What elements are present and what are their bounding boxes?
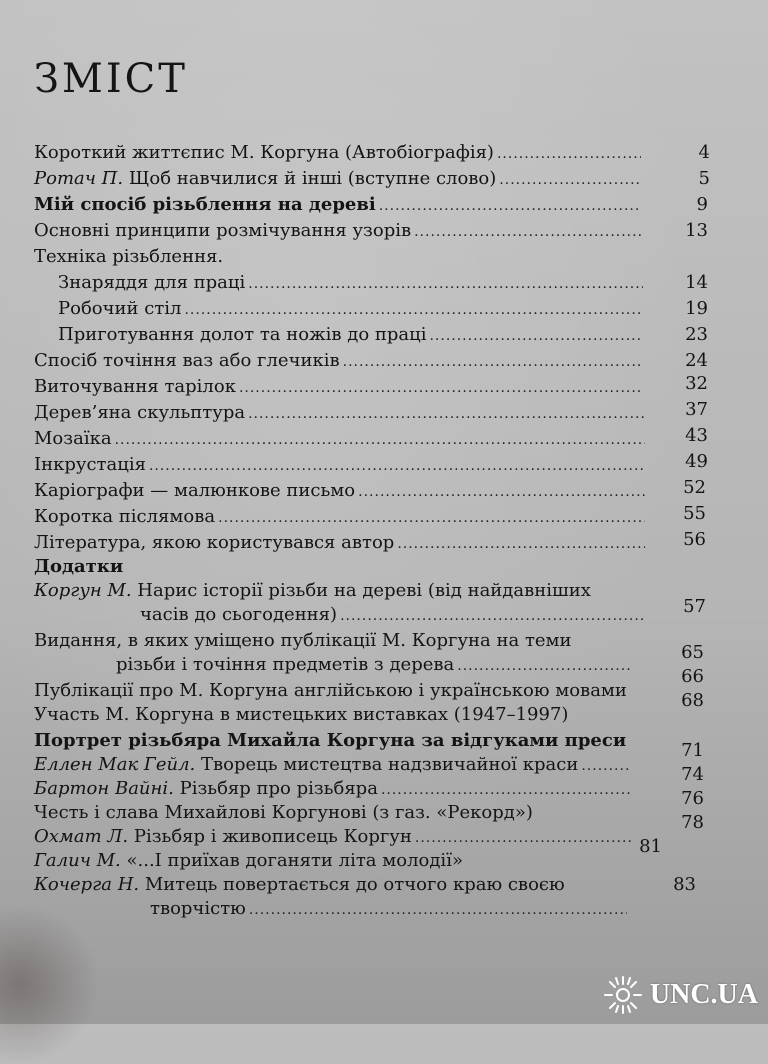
toc-page-number: 83 xyxy=(673,874,696,895)
toc-entry-title: Знаряддя для праці xyxy=(58,272,246,293)
leader-dots xyxy=(184,299,643,321)
toc-entry xyxy=(34,506,648,529)
leader-dots xyxy=(248,273,643,295)
toc-entry-title: «...І приїхав доганяти літа молодії» xyxy=(120,850,463,871)
leader-dots xyxy=(358,481,645,503)
toc-entry xyxy=(34,480,648,503)
sun-icon xyxy=(602,974,644,1016)
toc-entry-author: Галич М. xyxy=(34,850,121,871)
toc-page-number: 43 xyxy=(685,425,708,446)
toc-entry-title: Різьбяр про різьбяра xyxy=(173,778,378,799)
toc-entry-title: Робочий стіл xyxy=(58,298,182,319)
toc-page-number: 65 xyxy=(681,642,704,663)
toc-page-number: 23 xyxy=(685,324,708,345)
leader-dots xyxy=(239,377,643,399)
leader-dots xyxy=(149,455,645,477)
toc-entry xyxy=(34,142,644,165)
toc-entry xyxy=(34,704,634,726)
watermark-text: UNC.UA xyxy=(649,979,758,1010)
page-title: ЗМІСТ xyxy=(34,56,188,102)
toc-entry-title: Приготування долот та ножів до праці xyxy=(58,324,427,345)
toc-page-number: 5 xyxy=(698,168,710,189)
toc-page-number: 24 xyxy=(685,350,708,371)
toc-entry xyxy=(34,168,644,191)
toc-section-title: Портрет різьбяра Михайла Коргуна за відгуками преси xyxy=(34,730,627,751)
toc-entry xyxy=(34,532,648,555)
toc-entry-title: Творець мистецтва надзвичайної краси xyxy=(195,754,579,775)
toc-entry xyxy=(34,428,648,451)
toc-entry-title-continued: творчістю xyxy=(150,898,246,919)
toc-entry-author: Коргун М. xyxy=(34,580,132,601)
toc-page-number: 76 xyxy=(681,788,704,809)
toc-entry xyxy=(34,874,565,896)
leader-dots xyxy=(630,681,631,703)
toc-page-number: 56 xyxy=(683,529,706,550)
toc-page-number: 32 xyxy=(685,373,708,394)
toc-entry xyxy=(34,350,646,373)
leader-dots xyxy=(381,779,631,801)
toc-page-number: 37 xyxy=(685,399,708,420)
toc-entry-title-continued: часів до сьогодення) xyxy=(140,604,338,625)
toc-entry-title: Публікації про М. Коргуна англійською і українською мовами xyxy=(34,680,627,701)
toc-entry-title: Каріографи — малюнкове письмо xyxy=(34,480,356,501)
toc-entry-continued xyxy=(150,898,630,921)
toc-group-heading: Техніка різьблення. xyxy=(34,246,224,267)
toc-entry-title: Участь М. Коргуна в мистецьких виставках (1947–1997) xyxy=(34,704,569,725)
toc-entry-title: Честь і слава Михайлові Коргунові (з газ. «Рекорд») xyxy=(34,802,533,823)
toc-entry xyxy=(34,826,634,849)
leader-dots xyxy=(379,195,641,217)
toc-page-number: 4 xyxy=(698,142,710,163)
toc-entry-title: Щоб навчилися й інші (вступне слово) xyxy=(123,168,497,189)
toc-entry xyxy=(34,376,646,399)
leader-dots xyxy=(457,655,633,677)
leader-dots xyxy=(429,325,643,347)
toc-page-number: 13 xyxy=(685,220,708,241)
toc-entry xyxy=(58,298,646,321)
toc-entry-title: Видання, в яких уміщено публікації М. Коргуна на теми xyxy=(34,630,572,651)
toc-entry xyxy=(34,778,634,801)
toc-entry-title: Основні принципи розмічування узорів xyxy=(34,220,412,241)
toc-entry xyxy=(34,402,648,425)
toc-entry-continued xyxy=(140,604,646,627)
toc-entry-author: Кочерга Н. xyxy=(34,874,140,895)
toc-page-number: 19 xyxy=(685,298,708,319)
toc-entry xyxy=(34,802,634,824)
leader-dots xyxy=(343,351,643,373)
toc-entry-author: Бартон Вайні. xyxy=(34,778,174,799)
toc-page-number: 55 xyxy=(683,503,706,524)
leader-dots xyxy=(249,899,627,921)
toc-entry-author: Ротач П. xyxy=(34,168,124,189)
leader-dots xyxy=(499,169,641,191)
toc-entry xyxy=(34,680,634,703)
toc-entry-title: Спосіб точіння ваз або глечиків xyxy=(34,350,340,371)
toc-page-number: 66 xyxy=(681,666,704,687)
toc-page-number: 71 xyxy=(681,740,704,761)
toc-entry-title: Мозаїка xyxy=(34,428,112,449)
toc-entry-title-continued: різьби і точіння предметів з дерева xyxy=(116,654,455,675)
toc-entry xyxy=(34,454,648,477)
toc-page-number: 14 xyxy=(685,272,708,293)
toc-page-number: 81 xyxy=(639,836,662,857)
leader-dots xyxy=(340,605,643,627)
leader-dots xyxy=(497,143,641,165)
toc-entry-title: Митець повертається до отчого краю своєю xyxy=(139,874,565,895)
toc-entry-title: Нарис історії різьби на дереві (від найдавніших xyxy=(131,580,591,601)
toc-page-number: 49 xyxy=(685,451,708,472)
toc-entry xyxy=(34,630,572,652)
leader-dots xyxy=(581,755,631,777)
toc-entry-title: Різьбяр і живописець Коргун xyxy=(128,826,412,847)
toc-entry xyxy=(34,194,644,217)
toc-section-title: Мій спосіб різьблення на дереві xyxy=(34,194,376,215)
leader-dots xyxy=(414,221,643,243)
leader-dots xyxy=(415,827,631,849)
toc-page-number: 74 xyxy=(681,764,704,785)
toc-entry-author: Еллен Мак Гейл. xyxy=(34,754,196,775)
toc-section-title: Додатки xyxy=(34,556,124,577)
toc-entry-author: Охмат Л. xyxy=(34,826,129,847)
toc-entry-title: Короткий життєпис М. Коргуна (Автобіографія) xyxy=(34,142,494,163)
toc-entry xyxy=(34,220,646,243)
toc-page-number: 52 xyxy=(683,477,706,498)
toc-entry-title: Інкрустація xyxy=(34,454,146,475)
toc-entry-title: Виточування тарілок xyxy=(34,376,236,397)
toc-entry-title: Коротка післямова xyxy=(34,506,216,527)
toc-page-number: 9 xyxy=(696,194,708,215)
toc-entry-continued xyxy=(116,654,636,677)
watermark-logo xyxy=(602,974,758,1016)
toc-page-number: 57 xyxy=(683,596,706,617)
toc-entry xyxy=(34,580,591,602)
leader-dots xyxy=(248,403,645,425)
leader-dots xyxy=(397,533,645,555)
toc-entry xyxy=(58,324,646,347)
toc-entry xyxy=(34,850,634,872)
toc-entry xyxy=(58,272,646,295)
toc-entry-title: Література, якою користувався автор xyxy=(34,532,395,553)
toc-entry xyxy=(34,754,634,777)
toc-page-number: 68 xyxy=(681,690,704,711)
leader-dots xyxy=(115,429,645,451)
toc-entry-title: Дерев’яна скульптура xyxy=(34,402,246,423)
leader-dots xyxy=(218,507,645,529)
toc-page-number: 78 xyxy=(681,812,704,833)
